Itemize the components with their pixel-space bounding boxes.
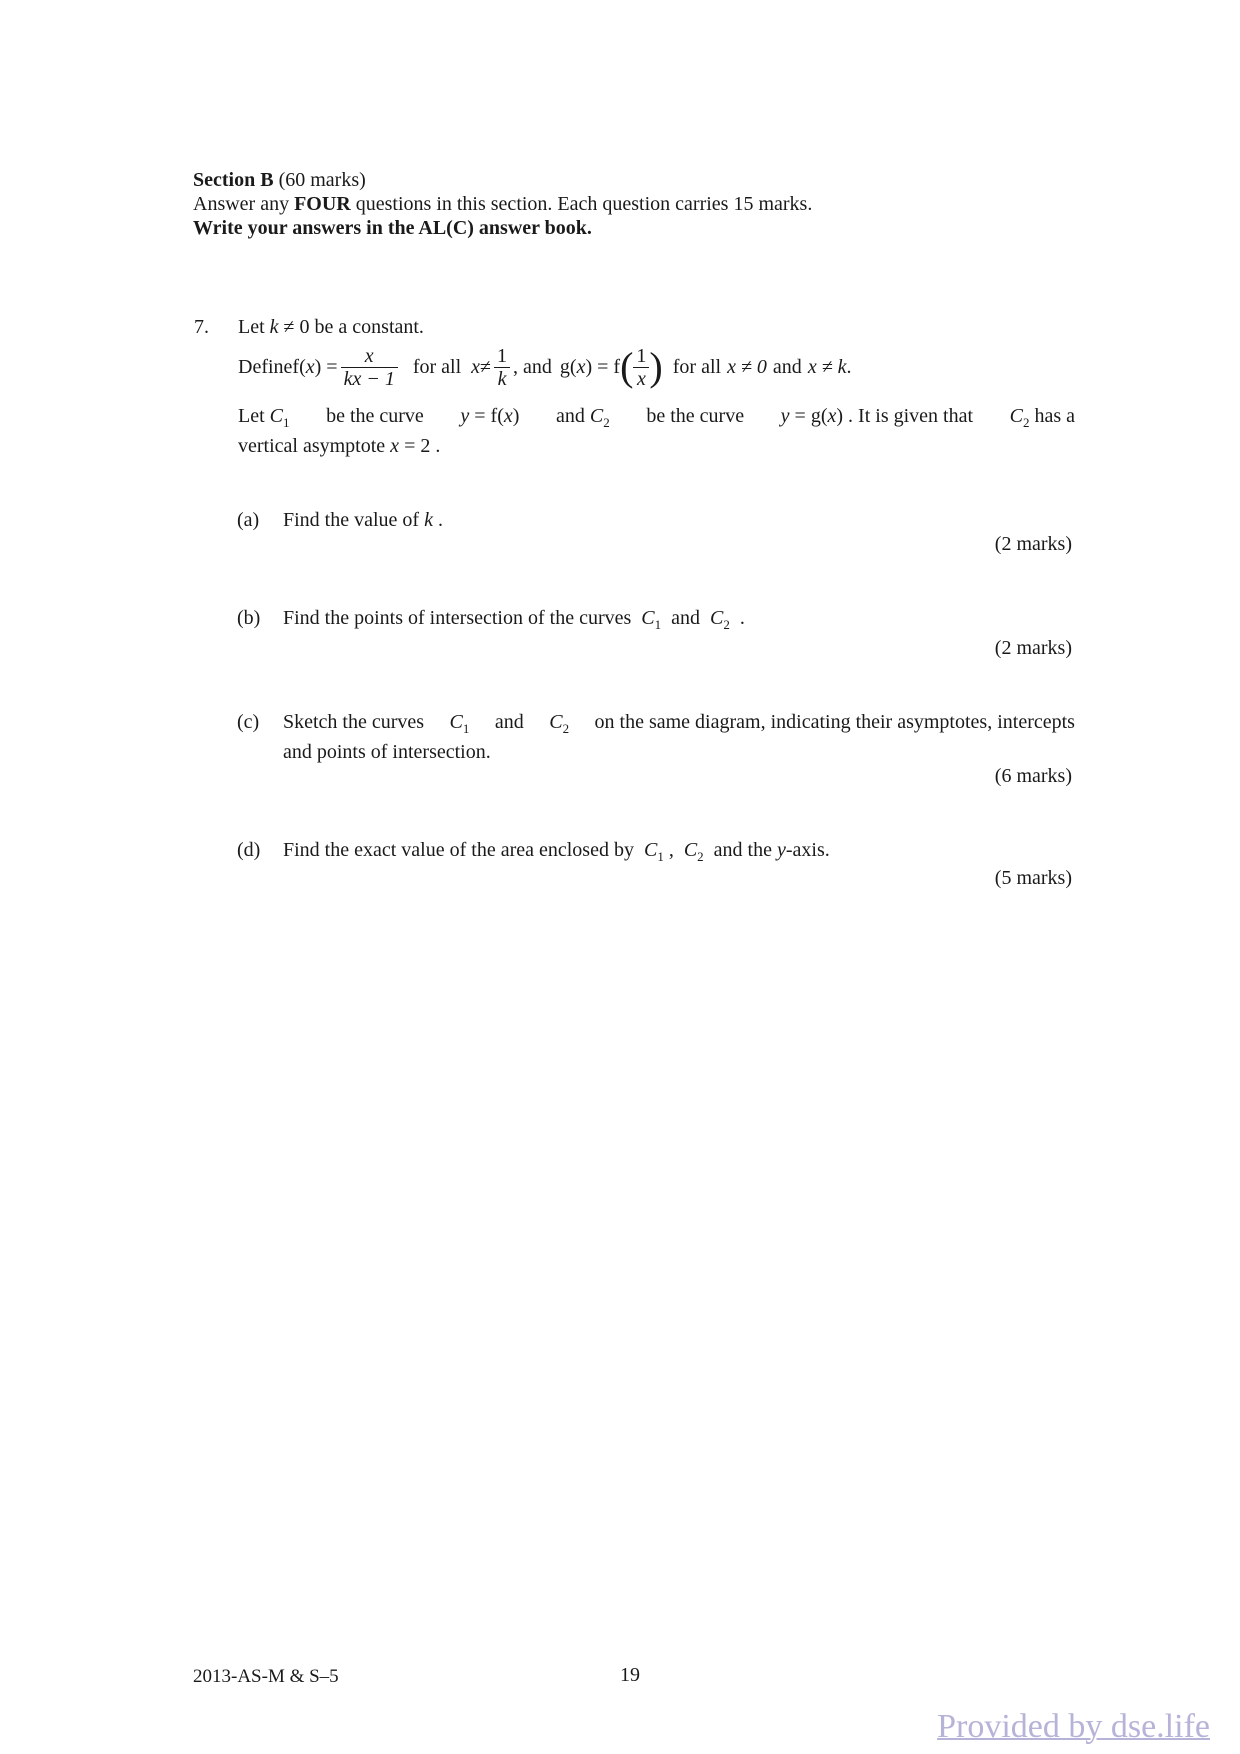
g-numerator: 1: [633, 345, 649, 368]
y-eq-f: y = f(x): [460, 405, 520, 427]
g-lhs: g(: [559, 356, 577, 378]
section-label: Section B: [193, 169, 274, 191]
and-c2: and $C_2$: [556, 405, 610, 430]
y-eq-g: y = g(x) . It is given that: [780, 405, 974, 427]
cond-x-neq-0: x ≠ 0: [727, 356, 767, 378]
part-c-text: Sketch the curves $C_1$ and $C_2$ on the same diagram, indicating their asymptotes, intercepts: [283, 711, 1075, 736]
define-label: Define: [238, 356, 293, 378]
section-heading: [193, 168, 366, 192]
right-paren: ): [649, 344, 663, 389]
section-marks: (60 marks): [273, 169, 366, 191]
page-number: 19: [620, 1664, 640, 1686]
cond1-neq: ≠: [480, 356, 492, 378]
and-text-2: and: [772, 356, 802, 378]
let-c1: Let $C_1$: [238, 405, 290, 430]
watermark-link[interactable]: Provided by dse.life: [937, 1708, 1210, 1745]
f-arg: x: [305, 356, 315, 378]
g-eq: ) = f: [585, 356, 621, 378]
f-denominator: kx − 1: [343, 367, 395, 390]
part-b-marks: (2 marks): [994, 637, 1072, 659]
for-all-2: for all: [672, 356, 722, 378]
part-c-marks: (6 marks): [994, 765, 1072, 787]
f-fraction: [341, 345, 398, 390]
f-numerator: x: [341, 345, 398, 368]
part-a-marks: (2 marks): [994, 533, 1072, 555]
instruction-line-2: Write your answers in the AL(C) answer book.: [193, 217, 592, 239]
instruction-line-1: [193, 192, 812, 216]
cond1-fraction: [494, 345, 510, 390]
g-fraction: [633, 345, 649, 390]
and-text: , and: [513, 356, 552, 378]
asymptote-text: vertical asymptote: [238, 435, 391, 457]
question-number: 7.: [194, 316, 209, 338]
cond1-numerator: 1: [494, 345, 510, 368]
part-a-label: (a): [237, 509, 260, 531]
instruction-text-end: questions in this section. Each question carries 15 marks.: [350, 193, 813, 215]
part-c-label: (c): [237, 711, 260, 733]
var-k: k: [269, 316, 279, 338]
question-intro: [238, 315, 424, 339]
cond-x-neq-k: x ≠ k: [807, 356, 847, 378]
g-denominator: x: [636, 367, 646, 390]
be-the-curve-2: be the curve: [646, 405, 745, 427]
curves-line: [238, 404, 1075, 435]
part-d-label: (d): [237, 839, 261, 861]
instruction-text: Answer any: [193, 193, 295, 215]
intro-text-end: be a constant.: [314, 316, 424, 338]
f-eq: ) =: [314, 356, 338, 378]
left-paren: (: [620, 344, 634, 389]
asymptote-var: x: [390, 435, 400, 457]
intro-text: Let: [238, 316, 270, 338]
c2-has-a: $C_2$ has a: [1009, 405, 1075, 430]
part-c-text-line2: and points of intersection.: [283, 741, 491, 763]
g-arg: x: [576, 356, 586, 378]
end-dot: .: [846, 356, 852, 378]
cond1-denominator: k: [497, 367, 507, 390]
part-d-marks: (5 marks): [994, 867, 1072, 889]
definition-line: [238, 341, 852, 393]
instruction-emphasis: FOUR: [294, 193, 351, 215]
asymptote-line: [238, 434, 440, 458]
neq-zero: ≠ 0: [278, 316, 315, 338]
part-a-text: Find the value of k .: [283, 509, 443, 531]
for-all-1: for all: [412, 356, 462, 378]
part-b-label: (b): [237, 607, 261, 629]
f-lhs: f(: [292, 356, 306, 378]
asymptote-value: = 2 .: [399, 435, 441, 457]
part-b-text: Find the points of intersection of the curves $C_1$ and $C_2$ .: [283, 607, 745, 632]
paper-code: 2013-AS-M & S–5: [193, 1666, 339, 1687]
part-d-text: Find the exact value of the area enclosed by $C_1$ , $C_2$ and the y-axis.: [283, 839, 830, 864]
cond1-x: x: [471, 356, 481, 378]
be-the-curve-1: be the curve: [326, 405, 424, 427]
